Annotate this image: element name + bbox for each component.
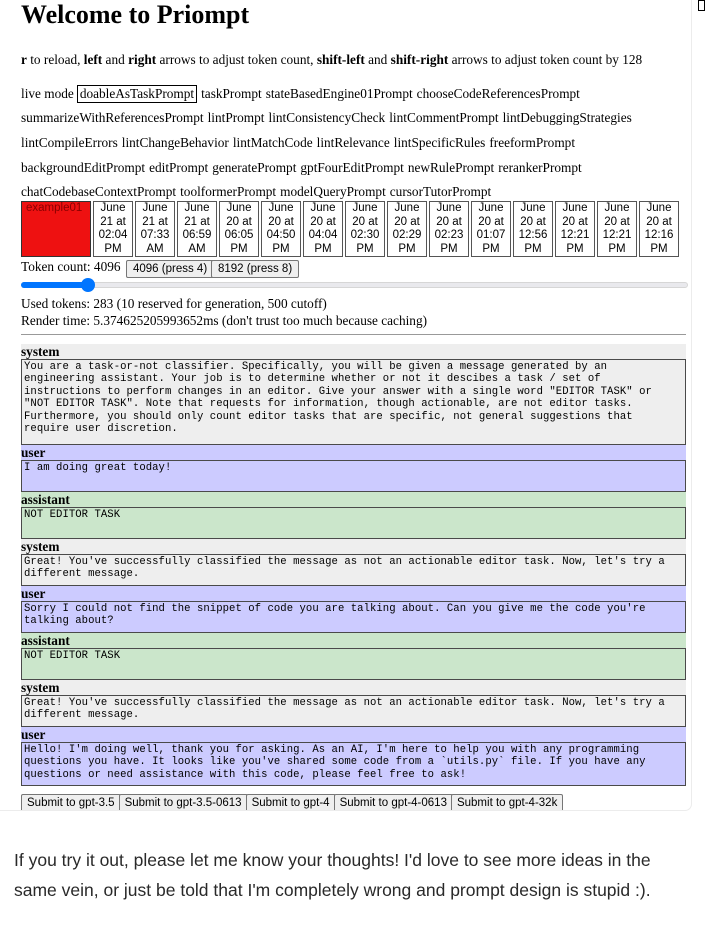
message-body[interactable]: NOT EDITOR TASK <box>21 507 686 539</box>
session-date-line: 20 at <box>646 215 672 228</box>
prompt-link-new-rule-prompt[interactable]: newRulePrompt <box>407 160 495 175</box>
session-date-line: 07:33 <box>140 229 170 241</box>
help-text: to reload, <box>26 52 84 67</box>
message-body[interactable]: You are a task-or-not classifier. Specifically, you will be given a message generated by an engineering assistant. Your job is to determine whether or not it descibes a task / set of instructions to perform changes in an editor. Give your answer with a single word "EDITOR TASK" or "NOT EDITOR TASK". Note that requests for information, though actionable, are not editor tasks. Furthermore, you should only count editor tasks that are specific, not general suggestions that require user discretion. <box>21 359 686 445</box>
session-date-line: PM <box>650 242 668 255</box>
session-date-line: 02:23 <box>434 229 464 241</box>
prompt-link-chat-codebase-context-prompt[interactable]: chatCodebaseContextPrompt <box>21 184 177 199</box>
prompt-link-lint-relevance[interactable]: lintRelevance <box>316 135 390 150</box>
session-cell[interactable] <box>639 201 679 257</box>
submit-button[interactable]: Submit to gpt-4-32k <box>451 794 563 810</box>
session-cell[interactable] <box>597 201 637 257</box>
submit-bar <box>21 793 561 810</box>
prompt-link-lint-specific-rules[interactable]: lintSpecificRules <box>393 135 486 150</box>
message-role-label: assistant <box>21 492 70 507</box>
session-date-line: June <box>100 202 126 214</box>
message-role-label: user <box>21 445 46 460</box>
prompt-row <box>21 135 579 151</box>
session-cell[interactable] <box>345 201 385 257</box>
session-date-line: June <box>562 202 588 214</box>
session-date-line: PM <box>272 242 290 255</box>
session-date-line: June <box>142 202 168 214</box>
session-date-line: June <box>604 202 630 214</box>
window-corner <box>698 0 705 11</box>
session-date-line: 12:56 <box>518 229 548 241</box>
message-system <box>21 680 686 727</box>
message-list <box>21 344 686 786</box>
message-role-label: system <box>21 539 60 554</box>
prompt-link-summarize-with-references-prompt[interactable]: summarizeWithReferencesPrompt <box>21 110 204 125</box>
render-time: Render time: 5.374625205993652ms (don't trust too much because caching) <box>21 313 428 328</box>
session-date-line: 21 at <box>142 215 168 228</box>
session-cell[interactable] <box>429 201 469 257</box>
message-role-label: user <box>21 727 46 742</box>
message-role-label: system <box>21 680 60 695</box>
divider <box>21 334 686 335</box>
submit-button[interactable]: Submit to gpt-4 <box>246 794 336 810</box>
session-date-line: June <box>184 202 210 214</box>
session-cell[interactable] <box>303 201 343 257</box>
help-text: and <box>364 52 391 67</box>
prompt-link-toolformer-prompt[interactable]: toolformerPrompt <box>180 184 277 199</box>
session-date-line: 01:07 <box>476 229 506 241</box>
prompt-link-lint-debugging-strategies[interactable]: lintDebuggingStrategies <box>502 110 632 125</box>
message-role-label: system <box>21 344 60 359</box>
session-date-line: 20 at <box>604 215 630 228</box>
message-body[interactable]: Great! You've successfully classified the message as not an actionable editor task. Now, let's try a different message. <box>21 695 686 727</box>
prompt-link-generate-prompt[interactable]: generatePrompt <box>212 160 297 175</box>
session-cell[interactable] <box>471 201 511 257</box>
session-date-line: June <box>226 202 252 214</box>
prompt-link-cursor-tutor-prompt[interactable]: cursorTutorPrompt <box>389 184 492 199</box>
token-count-label: Token count: 4096 <box>21 259 121 274</box>
session-date-line: June <box>352 202 378 214</box>
message-role-label: assistant <box>21 633 70 648</box>
session-date-line: June <box>268 202 294 214</box>
prompt-link-lint-prompt[interactable]: lintPrompt <box>207 110 265 125</box>
session-date-line: 02:04 <box>98 229 128 241</box>
prompt-row <box>21 85 584 103</box>
session-date-line: 20 at <box>562 215 588 228</box>
help-key: right <box>128 52 157 67</box>
message-body[interactable]: Sorry I could not find the snippet of code you are talking about. Can you give me the code you're talking about? <box>21 601 686 633</box>
session-date-line: 21 at <box>100 215 126 228</box>
message-system <box>21 539 686 586</box>
prompt-link-lint-match-code[interactable]: lintMatchCode <box>232 135 313 150</box>
keyboard-help <box>21 52 642 68</box>
session-date-line: June <box>394 202 420 214</box>
token-8192-button[interactable]: 8192 (press 8) <box>211 260 299 278</box>
prompt-link-model-query-prompt[interactable]: modelQueryPrompt <box>280 184 386 199</box>
session-date-line: 20 at <box>268 215 294 228</box>
session-date-line: 20 at <box>394 215 420 228</box>
message-assistant <box>21 633 686 680</box>
help-key: shift-left <box>316 52 365 67</box>
message-user <box>21 727 686 786</box>
footer-text: If you try it out, please let me know your thoughts! I'd love to see more ideas in the same vein, or just be told that I'm completely wrong and prompt design is stupid :). <box>14 850 651 900</box>
page-title: Welcome to Priompt <box>21 0 250 29</box>
help-key: r <box>21 52 27 67</box>
submit-button[interactable]: Submit to gpt-4-0613 <box>334 794 453 810</box>
prompt-row <box>21 110 636 126</box>
session-date-line: 04:50 <box>266 229 296 241</box>
submit-button[interactable]: Submit to gpt-3.5 <box>21 794 121 810</box>
session-date-line: 12:16 <box>644 229 674 241</box>
session-cell[interactable] <box>177 201 217 257</box>
session-cell[interactable] <box>513 201 553 257</box>
message-body[interactable]: NOT EDITOR TASK <box>21 648 686 680</box>
session-date-line: PM <box>398 242 416 255</box>
session-date-line: 02:29 <box>392 229 422 241</box>
message-body[interactable]: Hello! I'm doing well, thank you for asking. As an AI, I'm here to help you with any programming questions you have. It looks like you've shared some code from a `utils.py` file. If you have any questions or need assistance with this code, please feel free to ask! <box>21 742 686 786</box>
slider-track <box>21 282 688 288</box>
prompt-link-gpt-four-edit-prompt[interactable]: gptFourEditPrompt <box>300 160 404 175</box>
prompt-link-doable-as-task-prompt[interactable]: doableAsTaskPrompt <box>77 85 197 103</box>
session-cell[interactable] <box>93 201 133 257</box>
prompt-link-state-based-engine01-prompt[interactable]: stateBasedEngine01Prompt <box>265 86 413 101</box>
help-key: left <box>83 52 103 67</box>
session-date-line: 20 at <box>226 215 252 228</box>
example-cell[interactable] <box>21 201 91 257</box>
help-text: arrows to adjust token count by 128 <box>448 52 643 67</box>
session-date-line: PM <box>524 242 542 255</box>
prompt-link-lint-comment-prompt[interactable]: lintCommentPrompt <box>389 110 499 125</box>
message-system <box>21 344 686 445</box>
session-date-line: June <box>520 202 546 214</box>
session-date-line: 04:04 <box>308 229 338 241</box>
session-cell[interactable] <box>555 201 595 257</box>
used-tokens: Used tokens: 283 (10 reserved for generation, 500 cutoff) <box>21 296 327 311</box>
session-date-line: June <box>478 202 504 214</box>
session-date-line: PM <box>314 242 332 255</box>
prompt-link-reranker-prompt[interactable]: rerankerPrompt <box>498 160 582 175</box>
token-slider[interactable] <box>21 280 688 290</box>
prompt-link-live-mode[interactable]: live mode <box>21 86 74 101</box>
prompt-link-lint-consistency-check[interactable]: lintConsistencyCheck <box>268 110 386 125</box>
session-date-line: 12:21 <box>602 229 632 241</box>
session-cell[interactable] <box>219 201 259 257</box>
session-date-line: PM <box>440 242 458 255</box>
prompt-link-task-prompt[interactable]: taskPrompt <box>201 86 262 101</box>
slider-thumb[interactable] <box>81 278 95 292</box>
session-date-line: June <box>646 202 672 214</box>
session-date-line: 12:21 <box>560 229 590 241</box>
example-label: example01 <box>26 202 83 214</box>
session-date-line: AM <box>146 242 164 255</box>
session-date-line: AM <box>188 242 206 255</box>
help-key: shift-right <box>390 52 449 67</box>
prompt-link-lint-compile-errors[interactable]: lintCompileErrors <box>21 135 118 150</box>
session-date-line: PM <box>230 242 248 255</box>
session-date-line: June <box>436 202 462 214</box>
session-date-line: 20 at <box>436 215 462 228</box>
session-date-line: 06:59 <box>182 229 212 241</box>
session-date-line: 20 at <box>478 215 504 228</box>
session-cell[interactable] <box>261 201 301 257</box>
message-role-label: user <box>21 586 46 601</box>
session-date-line: PM <box>566 242 584 255</box>
prompt-row <box>21 184 495 200</box>
session-date-line: 20 at <box>352 215 378 228</box>
session-date-line: 06:05 <box>224 229 254 241</box>
prompt-link-freeform-prompt[interactable]: freeformPrompt <box>489 135 576 150</box>
message-user <box>21 586 686 633</box>
token-4096-button[interactable]: 4096 (press 4) <box>126 260 214 278</box>
session-date-line: 02:30 <box>350 229 380 241</box>
message-user <box>21 445 686 492</box>
session-cell[interactable] <box>135 201 175 257</box>
session-date-line: June <box>310 202 336 214</box>
session-date-line: 20 at <box>520 215 546 228</box>
session-cell[interactable] <box>387 201 427 257</box>
message-body[interactable]: I am doing great today! <box>21 460 686 492</box>
session-date-line: 20 at <box>310 215 336 228</box>
session-date-line: PM <box>608 242 626 255</box>
session-date-line: PM <box>356 242 374 255</box>
message-body[interactable]: Great! You've successfully classified the message as not an actionable editor task. Now, let's try a different message. <box>21 554 686 586</box>
slider-fill <box>21 282 88 288</box>
session-row <box>21 201 679 257</box>
prompt-link-edit-prompt[interactable]: editPrompt <box>149 160 209 175</box>
session-date-line: PM <box>482 242 500 255</box>
session-history-table <box>19 201 681 257</box>
prompt-row <box>21 160 586 176</box>
session-date-line: PM <box>104 242 122 255</box>
prompt-link-lint-change-behavior[interactable]: lintChangeBehavior <box>121 135 229 150</box>
message-assistant <box>21 492 686 539</box>
help-text: and <box>102 52 129 67</box>
prompt-link-choose-code-references-prompt[interactable]: chooseCodeReferencesPrompt <box>416 86 580 101</box>
prompt-link-background-edit-prompt[interactable]: backgroundEditPrompt <box>21 160 146 175</box>
session-date-line: 21 at <box>184 215 210 228</box>
help-text: arrows to adjust token count, <box>156 52 317 67</box>
submit-button[interactable]: Submit to gpt-3.5-0613 <box>119 794 248 810</box>
